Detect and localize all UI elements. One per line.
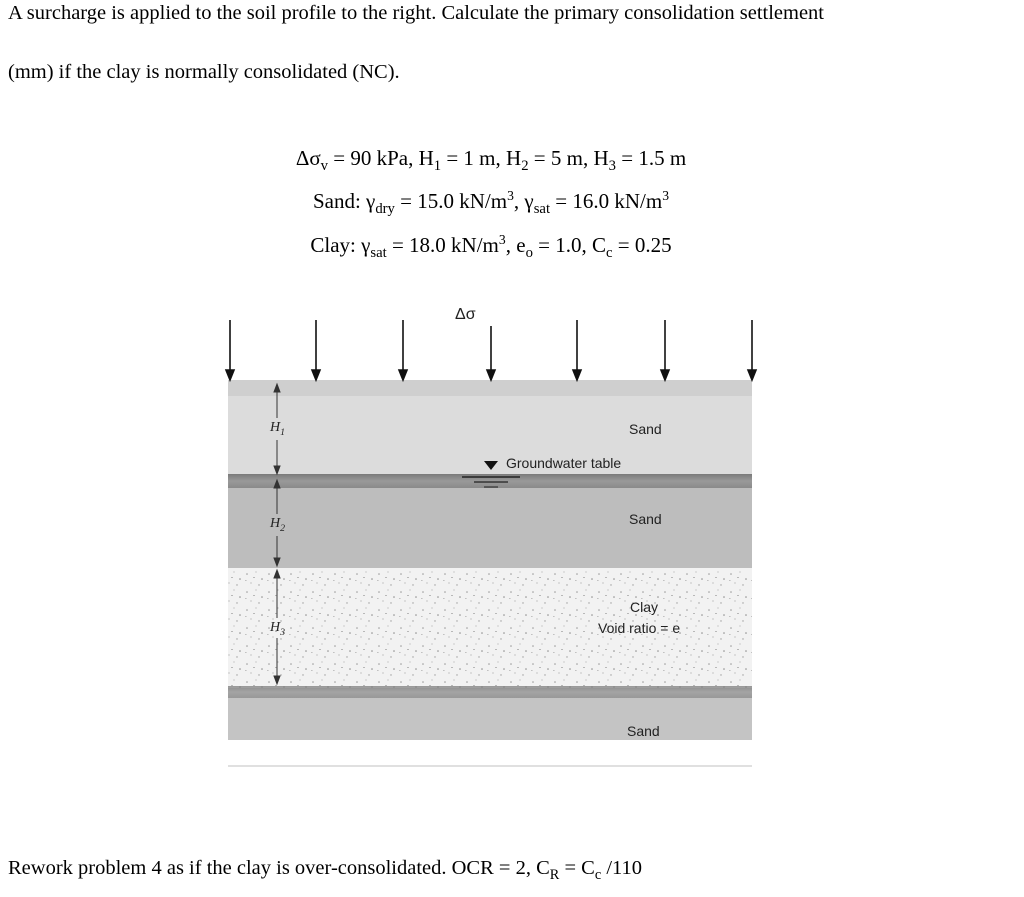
problem-statement-line-1: A surcharge is applied to the soil profile to the right. Calculate the primary consolidation settlement <box>8 2 825 24</box>
void-ratio-label: Void ratio = e <box>598 620 681 636</box>
soil-profile-svg <box>222 300 762 770</box>
sand-bottom-label: Sand <box>627 723 660 739</box>
rework-statement: Rework problem 4 as if the clay is over-consolidated. OCR = 2, $C_R = C_c$ /110 <box>8 857 643 884</box>
h2-label: $H_2$ <box>270 516 286 534</box>
sand-mid-label: Sand <box>629 511 662 527</box>
layer-boundary-band <box>228 474 752 488</box>
given-sand-properties: Sand: $\gamma_{dry} = 15.0$ $kN/m^3$, $\gamma_{sat} = 16.0$ $kN/m^3$ <box>312 188 670 218</box>
problem-statement-line-2: (mm) if the clay is normally consolidated (NC). <box>8 61 400 83</box>
sand-layer-mid <box>228 482 752 568</box>
surcharge-label: Δσ <box>455 306 476 323</box>
surcharge-arrows <box>226 320 756 380</box>
given-clay-properties: Clay: $\gamma_{sat} = 18.0$ $kN/m^3$, $e_o = 1.0$, $C_c = 0.25$ <box>310 232 672 262</box>
groundwater-table-label: Groundwater table <box>506 455 622 471</box>
soil-profile-figure <box>222 300 762 770</box>
h3-label: $H_3$ <box>270 620 286 638</box>
h1-label: $H_1$ <box>270 420 286 438</box>
given-load-and-thicknesses: $\Delta\sigma_v = 90$ kPa, $H_1 = 1$ m, $H_2 = 5$ m, $H_3 = 1.5$ m <box>295 146 687 175</box>
sand-top-label: Sand <box>629 421 662 437</box>
clay-label: Clay <box>630 599 659 615</box>
